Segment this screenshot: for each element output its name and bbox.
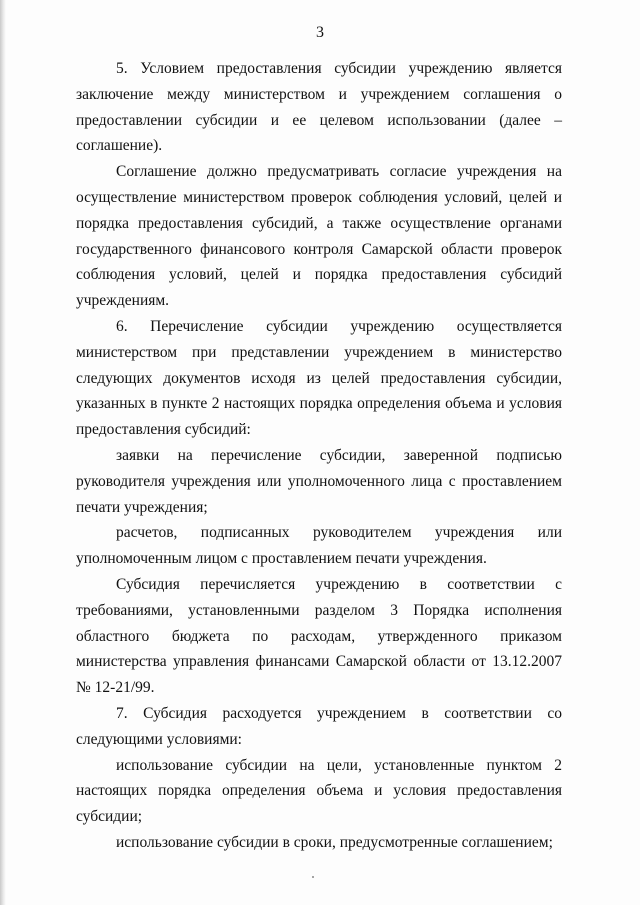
paragraph-7-usage-conditions: 7. Субсидия расходуется учреждением в соответствии со следующими условиями: — [76, 704, 562, 748]
page-number: 3 — [316, 24, 324, 41]
scan-speck — [312, 876, 314, 878]
paragraph-transfer-requirements: Субсидия перечисляется учреждению в соответствии с требованиями, установленными разделом 3 Порядка исполнения областного бюджета по расходам, утвержденного приказом министерства управления финансами Самарской области от 13.12.2007 № 12-21/99. — [76, 575, 562, 697]
scan-edge-shadow — [0, 0, 6, 905]
paragraph-5-subsidy-condition: 5. Условием предоставления субсидии учреждению является заключение между министерством и учреждением соглашения о предоставлении субсидии и ее целевом использовании (далее – соглашение). — [76, 60, 562, 155]
paragraph-agreement-consent: Соглашение должно предусматривать согласие учреждения на осуществление министерством проверок соблюдения условий, целей и порядка предоставления субсидий, а также осуществление органами государственного финансового контроля Самарской области проверок соблюдения условий, целей и порядка предоставления субсидий учреждениям. — [76, 163, 562, 310]
document-body — [76, 56, 562, 856]
paragraph-usage-purpose: использование субсидии на цели, установленные пунктом 2 настоящих порядка определения объема и условия предоставления субсидии; — [76, 756, 562, 826]
paragraph-usage-terms: использование субсидии в сроки, предусмотренные соглашением; — [116, 833, 553, 851]
paragraph-6-transfer: 6. Перечисление субсидии учреждению осуществляется министерством при представлении учреждением в министерство следующих документов исходя из целей предоставления субсидии, указанных в пункте 2 настоящих порядка определения объема и условия предоставления субсидий: — [76, 317, 562, 439]
paragraph-calculations-item: расчетов, подписанных руководителем учреждения или уполномоченным лицом с проставлением печати учреждения. — [76, 524, 562, 568]
paragraph-application-item: заявки на перечисление субсидии, заверенной подписью руководителя учреждения или уполномоченного лица с проставлением печати учреждения; — [76, 446, 562, 516]
